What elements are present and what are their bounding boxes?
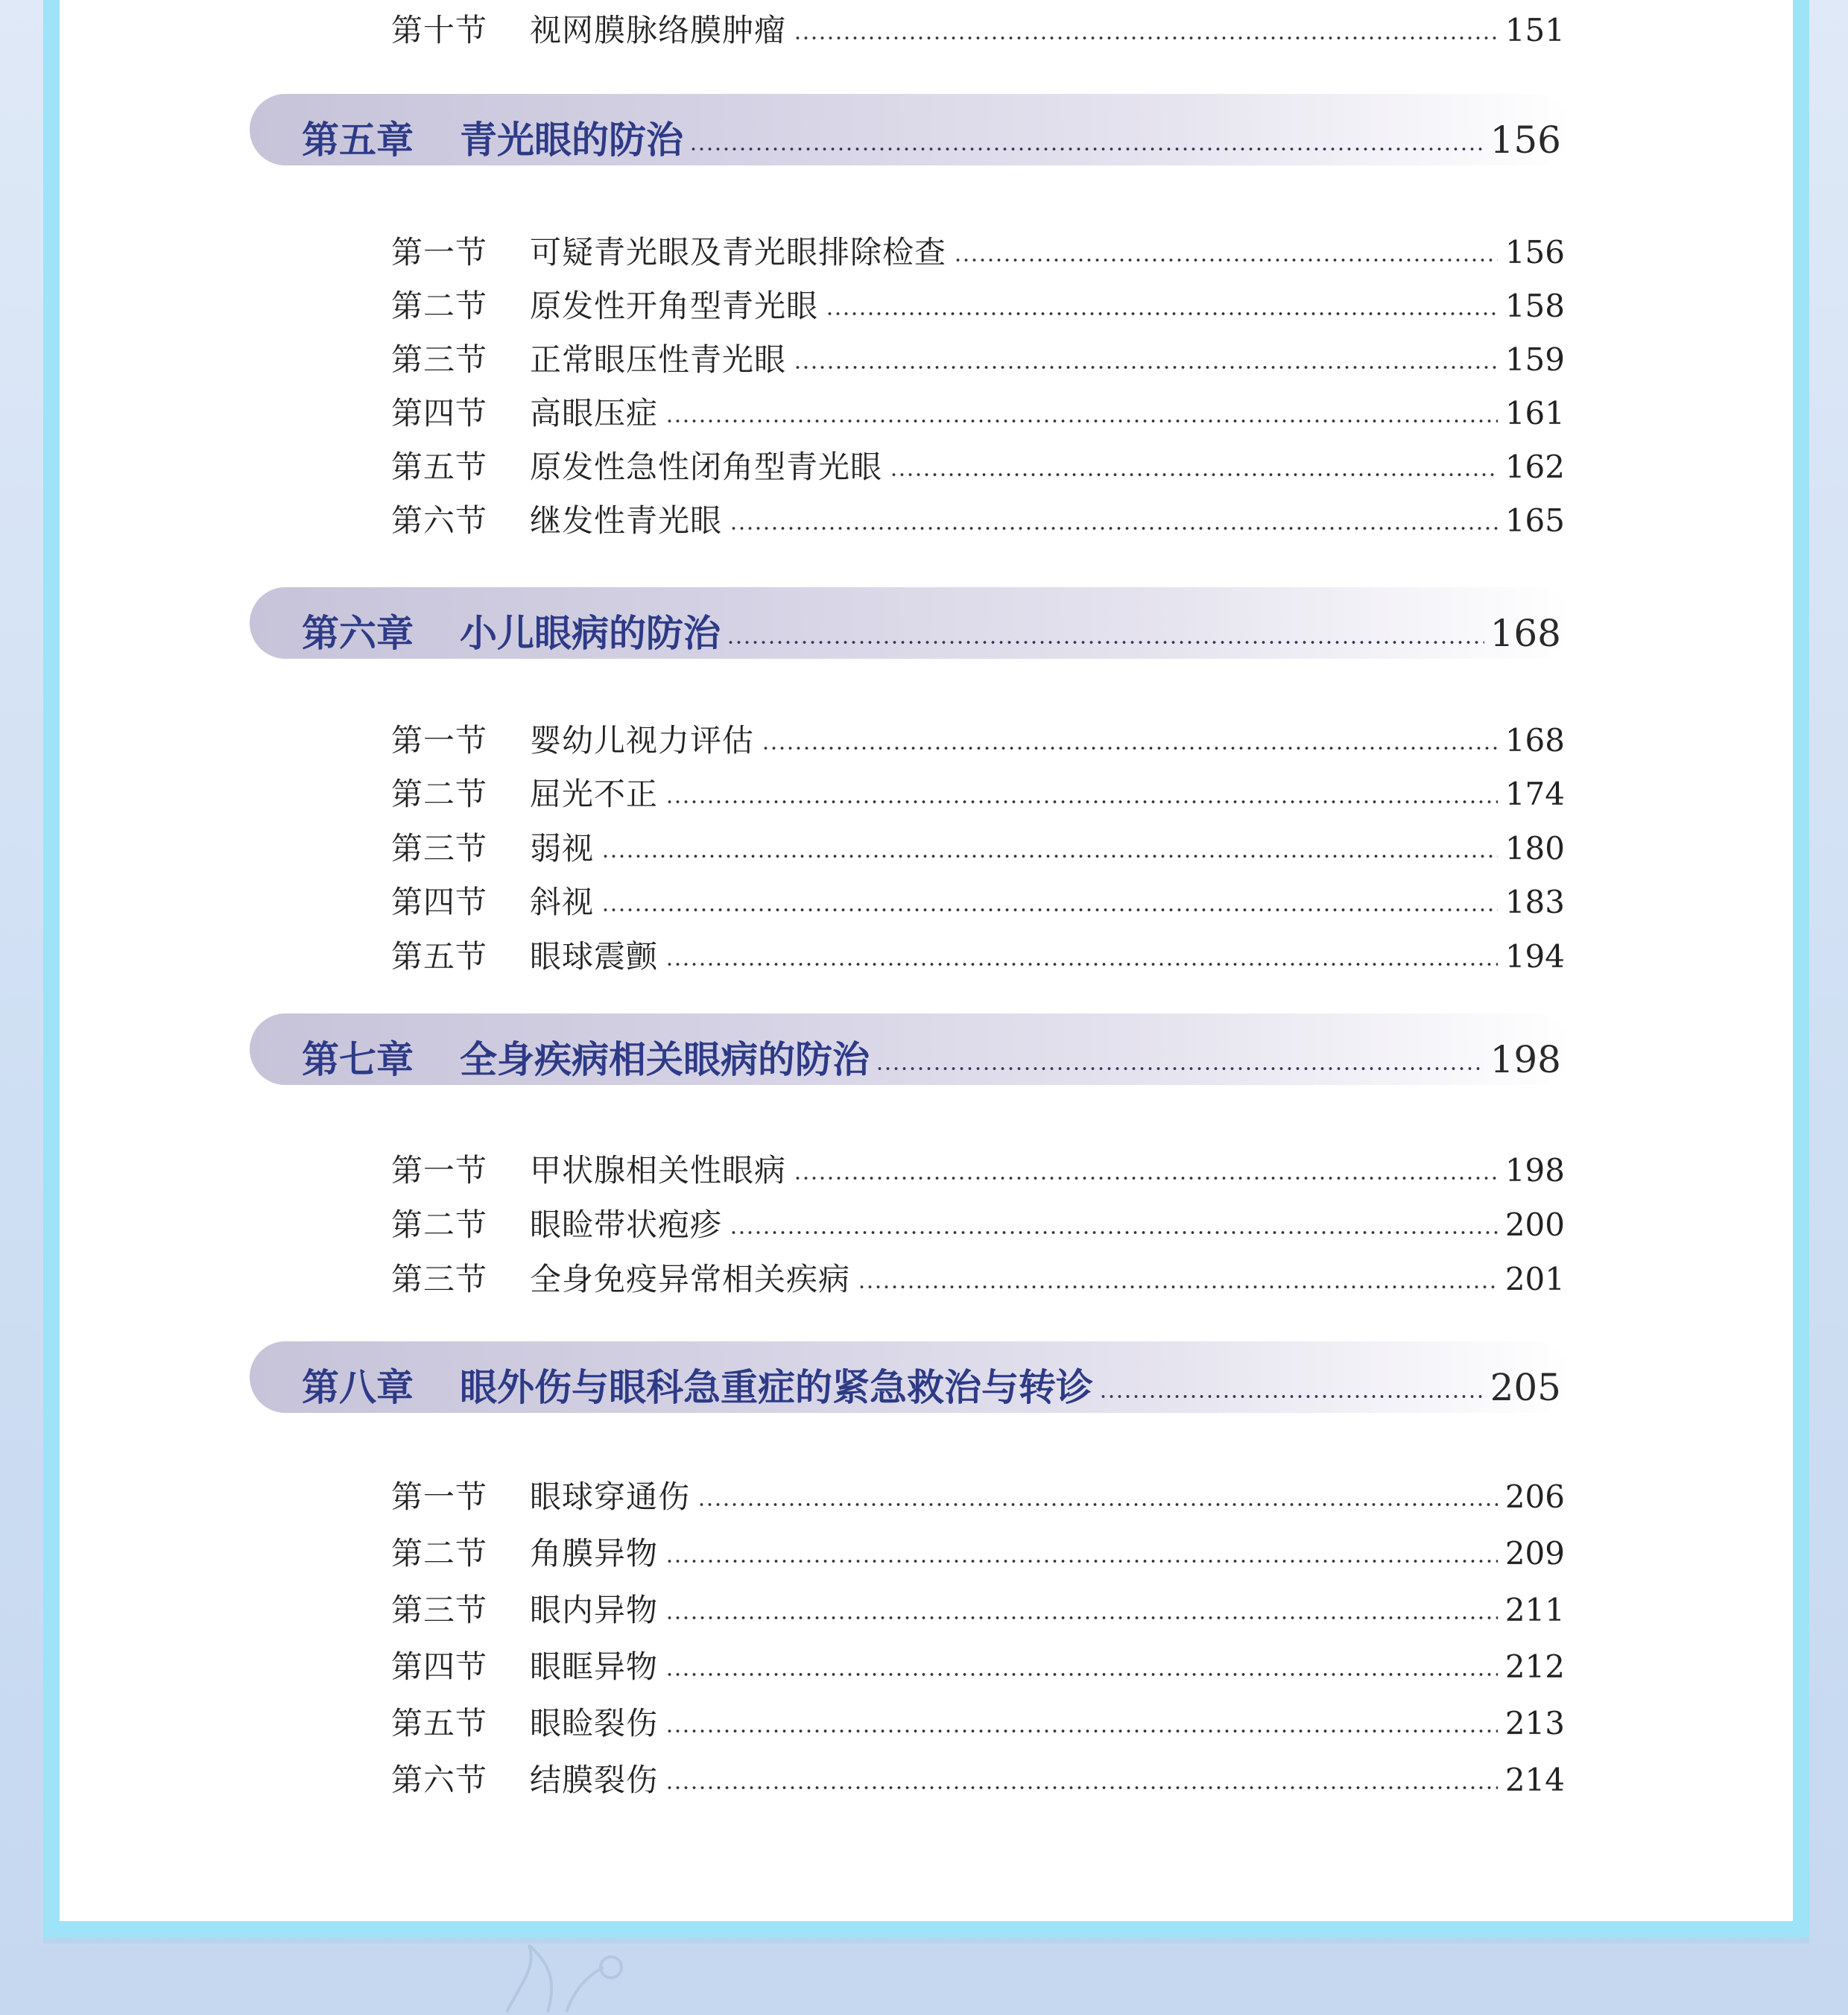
chapter-title: 青光眼的防治 <box>460 118 683 162</box>
toc-section-row[interactable] <box>391 1695 1565 1742</box>
toc-section-row[interactable] <box>391 820 1565 867</box>
toc-section-row[interactable] <box>391 765 1565 810</box>
section-title: 斜视 <box>530 884 595 920</box>
section-title: 高眼压症 <box>530 395 659 431</box>
chapter-page-number: 198 <box>1490 1038 1561 1081</box>
toc-chapter-row[interactable] <box>302 1026 1561 1081</box>
section-title: 弱视 <box>530 830 595 867</box>
chapter-title: 全身疾病相关眼病的防治 <box>460 1038 870 1081</box>
page-number: 198 <box>1504 1152 1565 1189</box>
dot-leader <box>665 1729 1498 1733</box>
toc-section-row[interactable] <box>391 1142 1565 1189</box>
section-title: 继发性青光眼 <box>530 502 723 539</box>
page-number: 209 <box>1504 1535 1565 1572</box>
toc-section-row[interactable] <box>391 277 1565 322</box>
toc-section-row[interactable] <box>391 1751 1565 1796</box>
section-number: 第二节 <box>391 776 488 812</box>
section-number: 第一节 <box>391 722 488 759</box>
dot-leader <box>727 640 1484 645</box>
page-number: 156 <box>1504 234 1565 271</box>
section-number: 第三节 <box>391 830 488 867</box>
page-number: 161 <box>1504 395 1565 431</box>
section-title: 全身免疫异常相关疾病 <box>530 1261 851 1297</box>
toc-section-row[interactable] <box>391 331 1565 376</box>
section-number: 第五节 <box>391 449 488 485</box>
dot-leader <box>665 962 1498 967</box>
chapter-number: 第七章 <box>302 1038 414 1081</box>
chapter-number: 第五章 <box>302 118 414 162</box>
section-title: 可疑青光眼及青光眼排除检查 <box>530 234 947 271</box>
dot-leader <box>890 472 1498 477</box>
page-number: 162 <box>1504 449 1565 485</box>
section-number: 第一节 <box>391 234 488 271</box>
dot-leader <box>794 365 1498 370</box>
dot-leader <box>954 258 1498 262</box>
section-title: 眼球穿通伤 <box>530 1478 691 1515</box>
page-number: 211 <box>1504 1592 1565 1628</box>
dot-leader <box>665 1672 1498 1677</box>
section-number: 第二节 <box>391 288 488 324</box>
section-number: 第五节 <box>391 1705 488 1742</box>
dot-leader <box>730 1230 1498 1235</box>
section-title: 眼球震颤 <box>530 938 659 975</box>
toc-section-row[interactable] <box>391 1581 1565 1626</box>
section-number: 第二节 <box>391 1535 488 1572</box>
toc-section-row[interactable] <box>391 1525 1565 1572</box>
chapter-page-number: 168 <box>1490 612 1561 655</box>
dot-leader <box>826 311 1498 316</box>
toc-section-row[interactable] <box>391 1196 1565 1241</box>
toc-section-row[interactable] <box>391 1250 1565 1295</box>
page-number: 213 <box>1504 1705 1565 1742</box>
dot-leader <box>665 1559 1498 1563</box>
section-number: 第一节 <box>391 1478 488 1515</box>
page-number: 206 <box>1504 1478 1565 1515</box>
section-number: 第四节 <box>391 884 488 920</box>
section-number: 第二节 <box>391 1206 488 1243</box>
dot-leader <box>762 746 1498 750</box>
section-title: 正常眼压性青光眼 <box>530 341 787 378</box>
page-number: 174 <box>1504 776 1565 812</box>
section-number: 第四节 <box>391 395 488 431</box>
toc-section-row[interactable] <box>391 873 1565 918</box>
section-title: 原发性急性闭角型青光眼 <box>530 449 883 485</box>
chapter-title: 小儿眼病的防治 <box>460 612 721 655</box>
toc-chapter-row[interactable] <box>302 107 1561 162</box>
toc-section-row[interactable] <box>391 438 1565 483</box>
page-number: 194 <box>1504 938 1565 975</box>
page-number: 158 <box>1504 288 1565 324</box>
page-number: 200 <box>1504 1206 1565 1243</box>
dot-leader <box>665 1616 1498 1620</box>
toc-chapter-row[interactable] <box>302 600 1561 655</box>
dot-leader <box>665 419 1498 423</box>
section-title: 婴幼儿视力评估 <box>530 722 755 759</box>
dot-leader <box>794 36 1498 40</box>
toc-section-row[interactable] <box>391 224 1565 271</box>
dot-leader <box>601 908 1498 912</box>
section-title: 角膜异物 <box>530 1535 659 1572</box>
dot-leader <box>876 1066 1484 1071</box>
toc-section-row[interactable] <box>391 385 1565 429</box>
dot-leader <box>730 526 1498 531</box>
section-number: 第一节 <box>391 1152 488 1189</box>
page-number: 168 <box>1504 722 1565 759</box>
toc-section-row[interactable] <box>391 492 1565 537</box>
toc-section-row[interactable] <box>391 1468 1565 1513</box>
toc-section-row[interactable] <box>391 712 1565 759</box>
dot-leader <box>794 1176 1498 1180</box>
page-number: 201 <box>1504 1261 1565 1297</box>
chapter-number: 第八章 <box>302 1366 414 1409</box>
section-title: 原发性开角型青光眼 <box>530 288 819 324</box>
dot-leader <box>697 1502 1498 1507</box>
page-number: 212 <box>1504 1648 1565 1685</box>
page-number: 165 <box>1504 502 1565 539</box>
section-number: 第三节 <box>391 1592 488 1628</box>
section-title: 甲状腺相关性眼病 <box>530 1152 787 1189</box>
section-title: 屈光不正 <box>530 776 659 812</box>
dot-leader <box>665 800 1498 804</box>
section-title: 眼睑带状疱疹 <box>530 1206 723 1243</box>
toc-section-row[interactable] <box>391 1 1565 46</box>
chapter-page-number: 205 <box>1490 1366 1561 1409</box>
section-title: 视网膜脉络膜肿瘤 <box>530 12 787 48</box>
section-number: 第四节 <box>391 1648 488 1685</box>
dot-leader <box>1099 1394 1484 1399</box>
chapter-page-number: 156 <box>1490 118 1561 162</box>
page-number: 183 <box>1504 884 1565 920</box>
dot-leader <box>689 147 1484 151</box>
dot-leader <box>858 1285 1498 1289</box>
chapter-number: 第六章 <box>302 612 414 655</box>
toc-section-row[interactable] <box>391 1638 1565 1683</box>
section-title: 眼内异物 <box>530 1592 659 1628</box>
dot-leader <box>601 854 1498 858</box>
dot-leader <box>665 1785 1498 1790</box>
section-number: 第六节 <box>391 1762 488 1798</box>
section-number: 第三节 <box>391 341 488 378</box>
section-title: 结膜裂伤 <box>530 1762 659 1798</box>
page-number: 151 <box>1504 12 1565 48</box>
toc-section-row[interactable] <box>391 928 1565 975</box>
section-title: 眼睑裂伤 <box>530 1705 659 1742</box>
section-number: 第十节 <box>391 12 488 48</box>
page-number: 159 <box>1504 341 1565 378</box>
section-number: 第五节 <box>391 938 488 975</box>
page-number: 180 <box>1504 830 1565 867</box>
toc-chapter-row[interactable] <box>302 1354 1561 1409</box>
section-title: 眼眶异物 <box>530 1648 659 1685</box>
section-number: 第三节 <box>391 1261 488 1297</box>
page-number: 214 <box>1504 1762 1565 1798</box>
section-number: 第六节 <box>391 502 488 539</box>
chapter-title: 眼外伤与眼科急重症的紧急救治与转诊 <box>460 1366 1093 1409</box>
